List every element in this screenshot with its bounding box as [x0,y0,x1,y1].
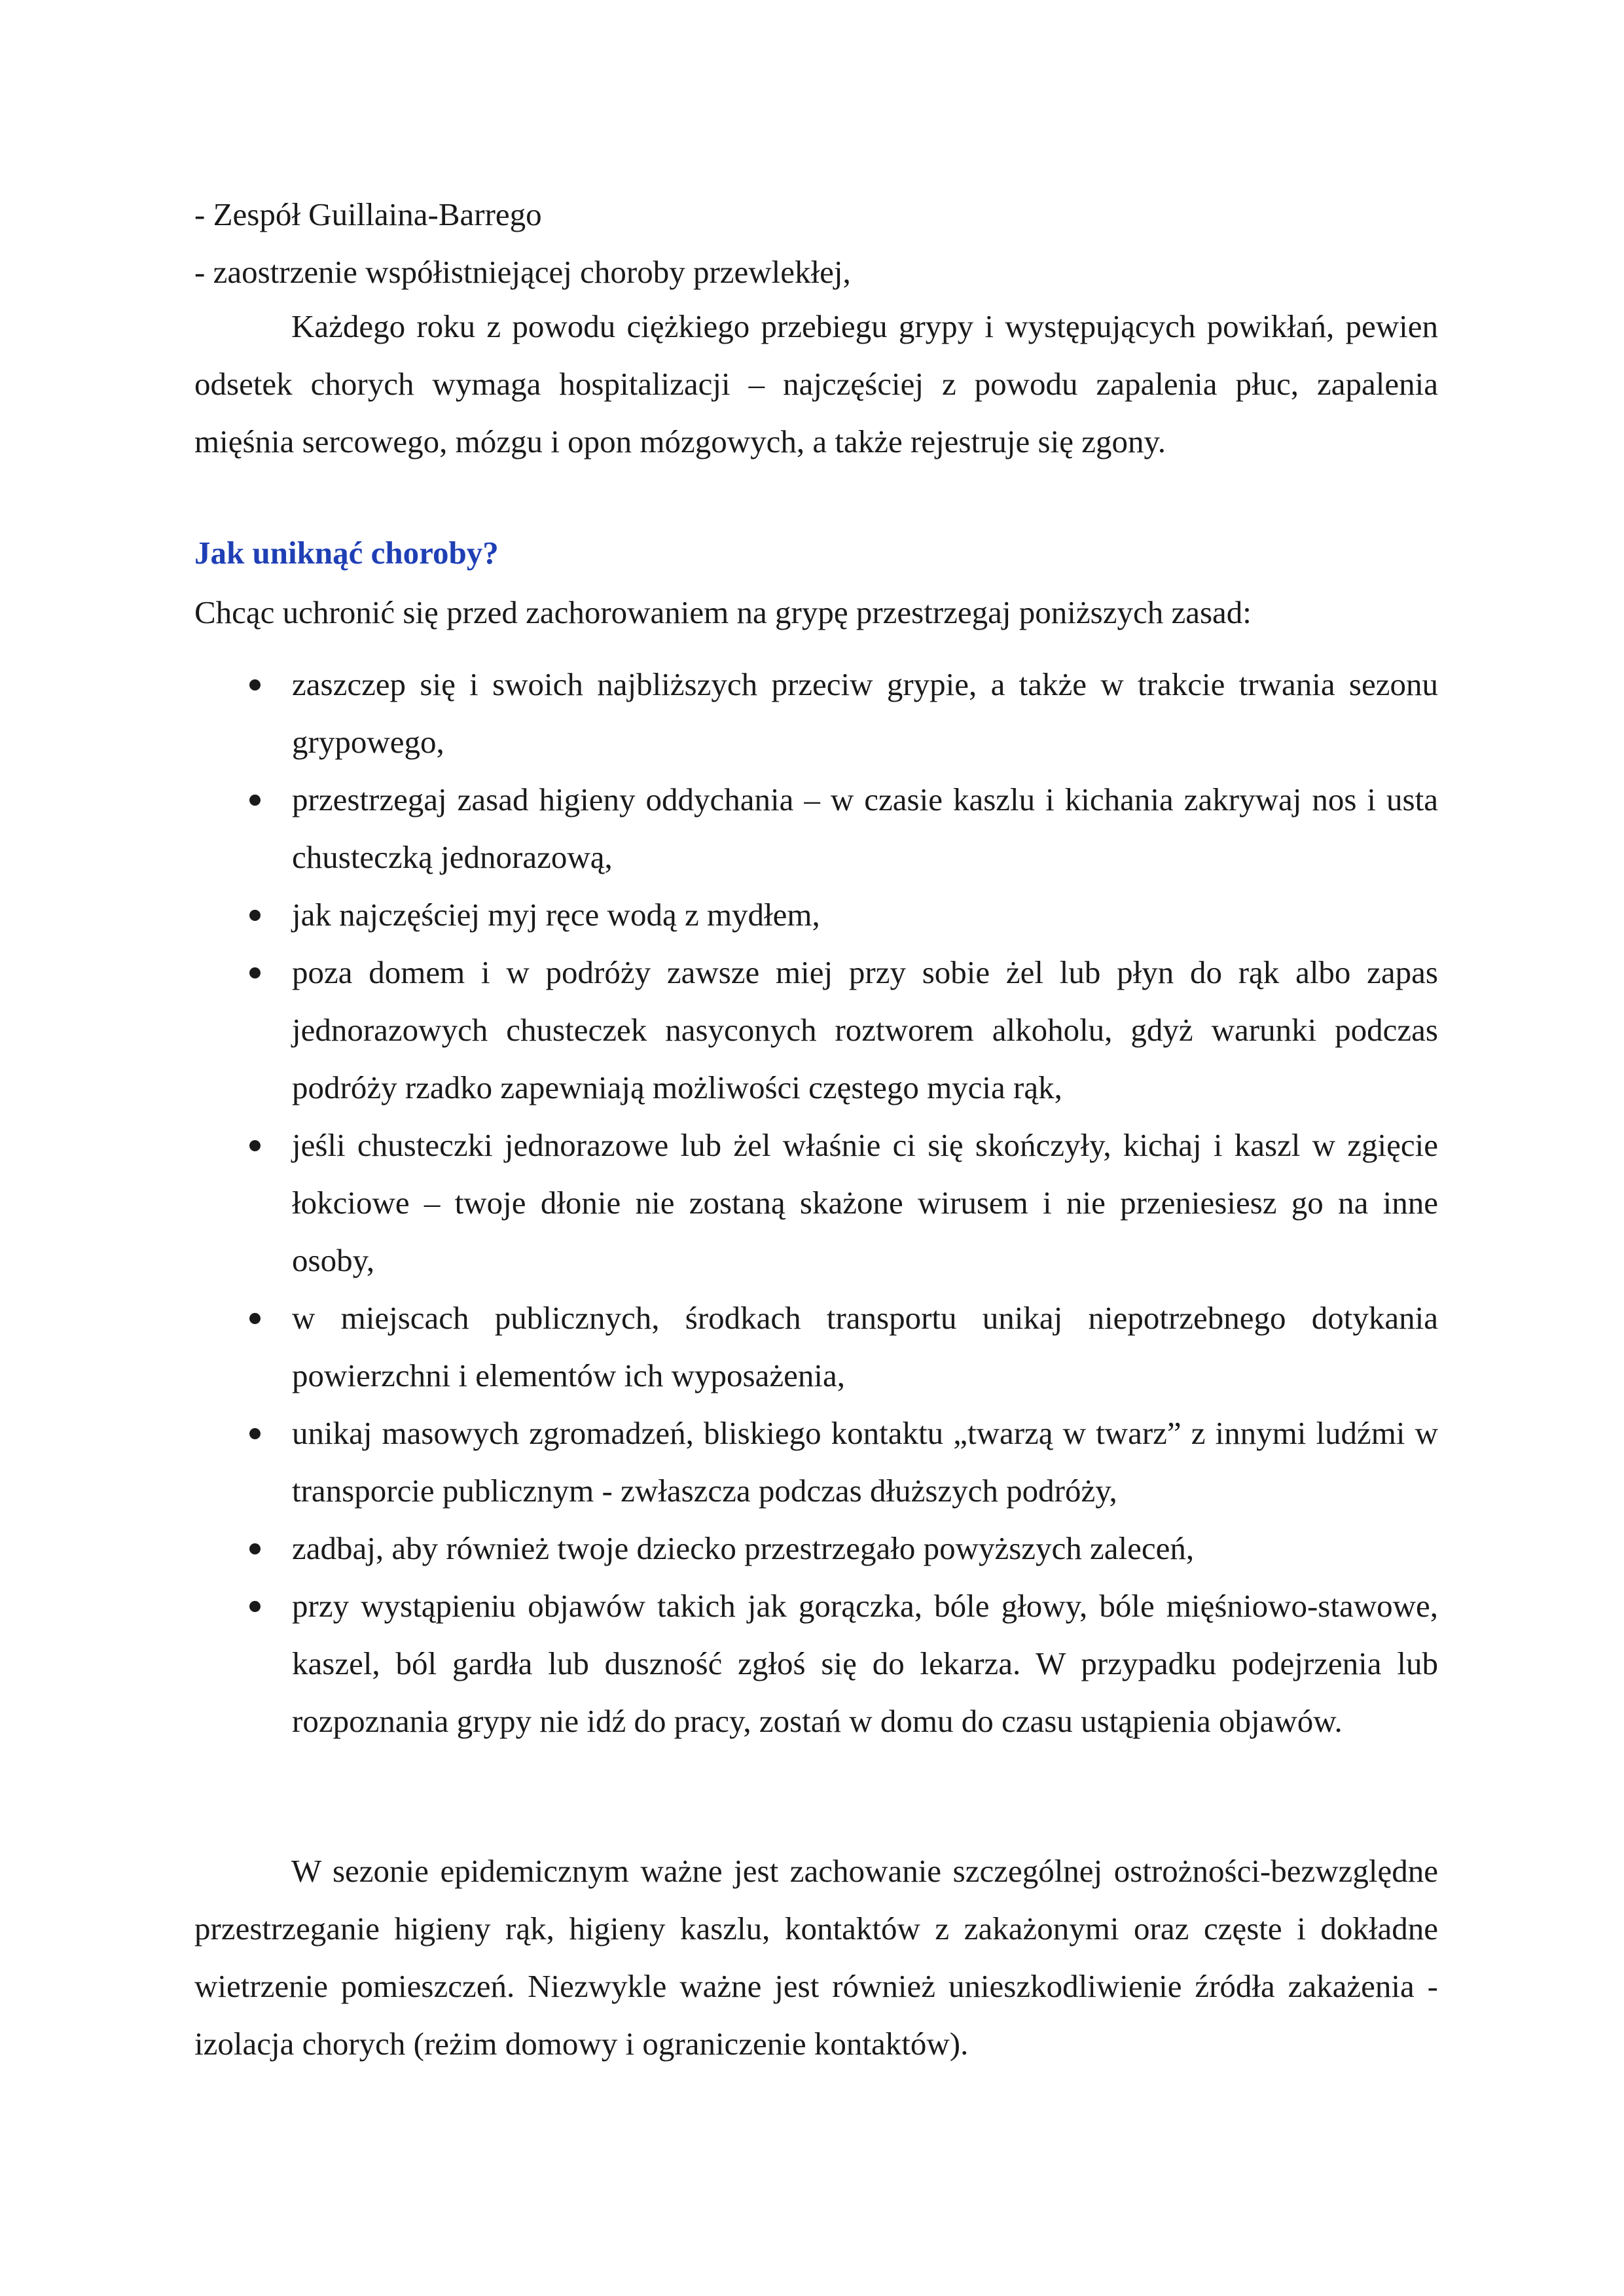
list-item [194,656,1438,771]
list-item-text: przestrzegaj zasad higieny oddychania – w czasie kaszlu i kichania zakrywaj nos i usta chusteczką jednorazową, [292,781,1438,875]
list-item [194,1405,1438,1520]
list-item-text: zadbaj, aby również twoje dziecko przestrzegało powyższych zaleceń, [292,1530,1195,1566]
list-item [194,1577,1438,1750]
bullet-icon [249,967,261,978]
list-item-text: jak najczęściej myj ręce wodą z mydłem, [292,897,820,933]
intro-sentence: Chcąc uchronić się przed zachorowaniem na grypę przestrzegaj poniższych zasad: [194,594,1252,630]
list-item-text: zaszczep się i swoich najbliższych przeciw grypie, a także w trakcie trwania sezonu grypowego, [292,666,1438,760]
list-item-text: jeśli chusteczki jednorazowe lub żel właśnie ci się skończyły, kichaj i kaszl w zgięcie łokciowe – twoje dłonie nie zostaną skażone wirusem i nie przeniesiesz go na inne osoby, [292,1127,1438,1278]
list-dash-item: - zaostrzenie współistniejącej choroby przewlekłej, [194,254,851,290]
bullet-icon [249,679,261,691]
bullet-icon [249,1140,261,1151]
list-item-text: poza domem i w podróży zawsze miej przy sobie żel lub płyn do rąk albo zapas jednorazowych chusteczek nasyconych roztworem alkoholu, gdyż warunki podczas podróży rzadko zapewniają możliwości częstego mycia rąk, [292,954,1438,1105]
bullet-icon [249,1313,261,1324]
list-item [194,886,1438,944]
list-item [194,771,1438,886]
paragraph-epidemic-season: W sezonie epidemicznym ważne jest zachowanie szczególnej ostrożności-bezwzględne przestrzeganie higieny rąk, higieny kaszlu, kontaktów z zakażonymi oraz częste i dokładne wietrzenie pomieszczeń. Niezwykle ważne jest również unieszkodliwienie źródła zakażenia - izolacja chorych (reżim domowy i ograniczenie kontaktów). [194,1853,1438,2062]
bullet-icon [249,1428,261,1439]
list-item [194,1520,1438,1577]
list-item [194,1289,1438,1405]
list-item-text: w miejscach publicznych, środkach transportu unikaj niepotrzebnego dotykania powierzchni i elementów ich wyposażenia, [292,1300,1438,1393]
list-item-text: unikaj masowych zgromadzeń, bliskiego kontaktu „twarzą w twarz” z innymi ludźmi w transporcie publicznym - zwłaszcza podczas dłuższych podróży, [292,1415,1438,1509]
paragraph-complications: Każdego roku z powodu ciężkiego przebiegu grypy i występujących powikłań, pewien odsetek chorych wymaga hospitalizacji – najczęściej z powodu zapalenia płuc, zapalenia mięśnia sercowego, mózgu i opon mózgowych, a także rejestruje się zgony. [194,308,1438,459]
list-item-text: przy wystąpieniu objawów takich jak gorączka, bóle głowy, bóle mięśniowo-stawowe, kaszel, ból gardła lub duszność zgłoś się do lekarza. W przypadku podejrzenia lub rozpoznania grypy nie idź do pracy, zostań w domu do czasu ustąpienia objawów. [292,1588,1438,1739]
bullet-icon [249,795,261,806]
section-heading: Jak uniknąć choroby? [194,535,499,571]
list-dash-item: - Zespół Guillaina-Barrego [194,196,542,232]
bullet-icon [249,1543,261,1554]
list-item [194,1117,1438,1289]
bullet-icon [249,1601,261,1612]
prevention-list [194,656,1438,1750]
list-item [194,944,1438,1117]
bullet-icon [249,910,261,921]
